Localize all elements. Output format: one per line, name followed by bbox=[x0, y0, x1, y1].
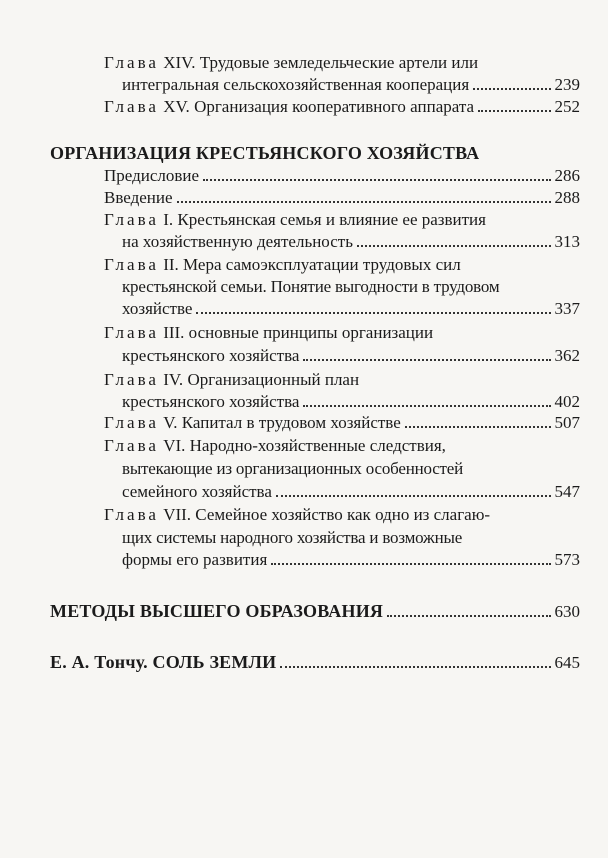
toc-entry-ch6-line2[interactable]: вытекающие из организационных особенностей bbox=[122, 459, 464, 478]
chapter-title-cont: на хозяйственную деятельность bbox=[122, 232, 353, 251]
page-number: 645 bbox=[554, 653, 580, 672]
chapter-number: II. bbox=[163, 255, 179, 274]
entry-title: Введение bbox=[104, 188, 173, 207]
toc-entry-ch3-line1[interactable] bbox=[104, 322, 433, 344]
chapter-number: V. bbox=[163, 413, 178, 432]
dot-leader bbox=[276, 494, 551, 497]
chapter-label: Глава bbox=[104, 97, 159, 116]
section-heading: МЕТОДЫ ВЫСШЕГО ОБРАЗОВАНИЯ bbox=[50, 601, 384, 621]
chapter-title: Семейное хозяйство как одно из слагаю- bbox=[195, 505, 491, 524]
chapter-title: Крестьянская семья и влияние ее развития bbox=[177, 210, 486, 229]
toc-entry-intro[interactable] bbox=[104, 187, 580, 209]
toc-entry-ch6-line3[interactable] bbox=[122, 481, 580, 503]
dot-leader bbox=[473, 87, 550, 90]
chapter-number: III. bbox=[163, 323, 185, 342]
chapter-number: XIV. bbox=[163, 53, 196, 72]
page-number: 252 bbox=[554, 97, 580, 116]
page-number: 288 bbox=[554, 188, 580, 207]
toc-entry-ch1-line2[interactable] bbox=[122, 231, 580, 253]
chapter-label: Глава bbox=[104, 53, 159, 72]
page-number: 362 bbox=[554, 346, 580, 365]
chapter-title: Капитал в трудовом хозяйстве bbox=[181, 413, 401, 432]
page-number: 286 bbox=[554, 166, 580, 185]
page-number: 507 bbox=[554, 413, 580, 432]
section-author: Е. А. Тончу. bbox=[50, 652, 148, 672]
toc-entry-ch14-line1[interactable] bbox=[104, 52, 478, 74]
chapter-label: Глава bbox=[104, 323, 159, 342]
page-number: 313 bbox=[554, 232, 580, 251]
chapter-title: Трудовые земледельческие артели или bbox=[199, 53, 479, 72]
toc-entry-ch1-line1[interactable] bbox=[104, 209, 486, 231]
chapter-title-cont: формы его развития bbox=[122, 550, 268, 569]
chapter-label: Глава bbox=[104, 255, 159, 274]
dot-leader bbox=[203, 178, 550, 181]
dot-leader bbox=[357, 244, 551, 247]
toc-entry-higher-education[interactable] bbox=[50, 600, 580, 623]
toc-entry-ch6-line1[interactable] bbox=[104, 435, 446, 457]
toc-entry-ch2-line2[interactable]: крестьянской семьи. Понятие выгодности в трудовом bbox=[122, 277, 500, 296]
dot-leader bbox=[196, 311, 550, 314]
section-heading: СОЛЬ ЗЕМЛИ bbox=[152, 652, 277, 672]
chapter-title-cont: хозяйстве bbox=[122, 299, 193, 318]
chapter-label: Глава bbox=[104, 370, 159, 389]
chapter-title: Организационный план bbox=[187, 370, 360, 389]
chapter-title: Организация кооперативного аппарата bbox=[194, 97, 475, 116]
chapter-number: I. bbox=[163, 210, 174, 229]
toc-entry-ch4-line2[interactable] bbox=[122, 391, 580, 413]
dot-leader bbox=[271, 562, 550, 565]
page-number: 239 bbox=[554, 75, 580, 94]
chapter-label: Глава bbox=[104, 210, 159, 229]
chapter-title-cont: семейного хозяйства bbox=[122, 482, 272, 501]
dot-leader bbox=[478, 109, 550, 112]
toc-entry-ch2-line1[interactable] bbox=[104, 254, 461, 276]
toc-entry-preface[interactable] bbox=[104, 165, 580, 187]
chapter-title-cont: интегральная сельскохозяйственная кооперация bbox=[122, 75, 470, 94]
toc-entry-ch7-line2[interactable]: щих системы народного хозяйства и возможные bbox=[122, 528, 463, 547]
chapter-label: Глава bbox=[104, 436, 159, 455]
page-number: 547 bbox=[554, 482, 580, 501]
section-heading-peasant-farm[interactable]: ОРГАНИЗАЦИЯ КРЕСТЬЯНСКОГО ХОЗЯЙСТВА bbox=[50, 143, 480, 163]
page-number: 630 bbox=[554, 602, 580, 621]
page-number: 337 bbox=[554, 299, 580, 318]
entry-title: Предисловие bbox=[104, 166, 200, 185]
dot-leader bbox=[303, 358, 550, 361]
chapter-number: IV. bbox=[163, 370, 184, 389]
toc-entry-ch7-line3[interactable] bbox=[122, 549, 580, 571]
chapter-title: основные принципы организации bbox=[188, 323, 434, 342]
toc-entry-ch5[interactable] bbox=[104, 412, 580, 434]
toc-entry-salt-of-earth[interactable] bbox=[50, 651, 580, 674]
page-number: 402 bbox=[554, 392, 580, 411]
toc-entry-ch3-line2[interactable] bbox=[122, 345, 580, 367]
chapter-title-cont: крестьянского хозяйства bbox=[122, 346, 300, 365]
dot-leader bbox=[303, 404, 550, 407]
toc-entry-ch7-line1[interactable] bbox=[104, 504, 490, 526]
chapter-label: Глава bbox=[104, 413, 159, 432]
chapter-title: Мера самоэксплуатации трудовых сил bbox=[183, 255, 461, 274]
toc-entry-ch4-line1[interactable] bbox=[104, 369, 359, 391]
dot-leader bbox=[387, 614, 550, 617]
chapter-number: XV. bbox=[163, 97, 190, 116]
page-number: 573 bbox=[554, 550, 580, 569]
toc-entry-ch14-line2[interactable] bbox=[122, 74, 580, 96]
dot-leader bbox=[280, 665, 550, 668]
chapter-title-cont: крестьянского хозяйства bbox=[122, 392, 300, 411]
chapter-label: Глава bbox=[104, 505, 159, 524]
chapter-number: VII. bbox=[163, 505, 192, 524]
chapter-title: Народно-хозяйственные следствия, bbox=[189, 436, 446, 455]
toc-entry-ch15[interactable] bbox=[104, 96, 580, 118]
dot-leader bbox=[405, 425, 551, 428]
dot-leader bbox=[177, 200, 551, 203]
chapter-number: VI. bbox=[163, 436, 186, 455]
toc-entry-ch2-line3[interactable] bbox=[122, 298, 580, 320]
